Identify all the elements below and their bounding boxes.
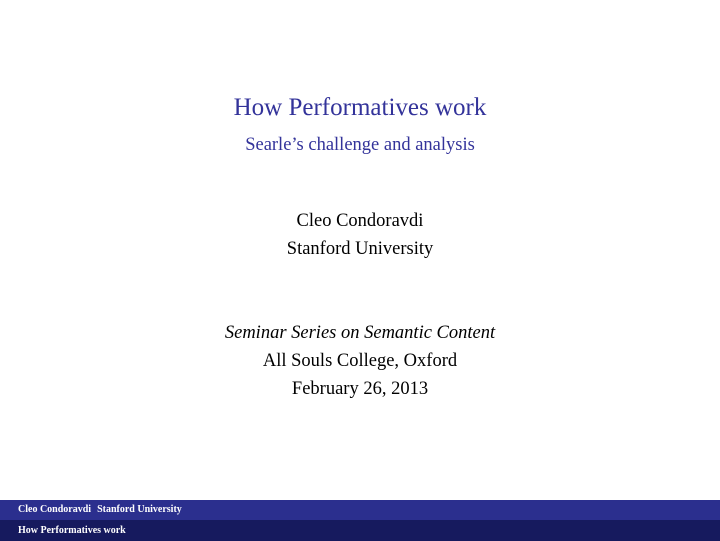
author-name: Cleo Condoravdi: [296, 211, 424, 231]
author-block: [0, 207, 720, 263]
event-series: Seminar Series on Semantic Content: [224, 323, 496, 343]
footer-short-title: How Performatives work: [18, 525, 126, 536]
footer-author: Cleo Condoravdi: [18, 504, 92, 515]
presentation-title: How Performatives work: [233, 94, 487, 121]
author-affiliation: Stanford University: [286, 239, 434, 259]
footer-affiliation: Stanford University: [97, 504, 182, 515]
event-venue: All Souls College, Oxford: [262, 351, 458, 371]
footer-author-bar: [0, 500, 720, 520]
footer-title-bar: [0, 520, 720, 541]
presentation-subtitle: Searle’s challenge and analysis: [245, 135, 475, 155]
event-block: [0, 319, 720, 403]
event-date: February 26, 2013: [291, 379, 429, 399]
